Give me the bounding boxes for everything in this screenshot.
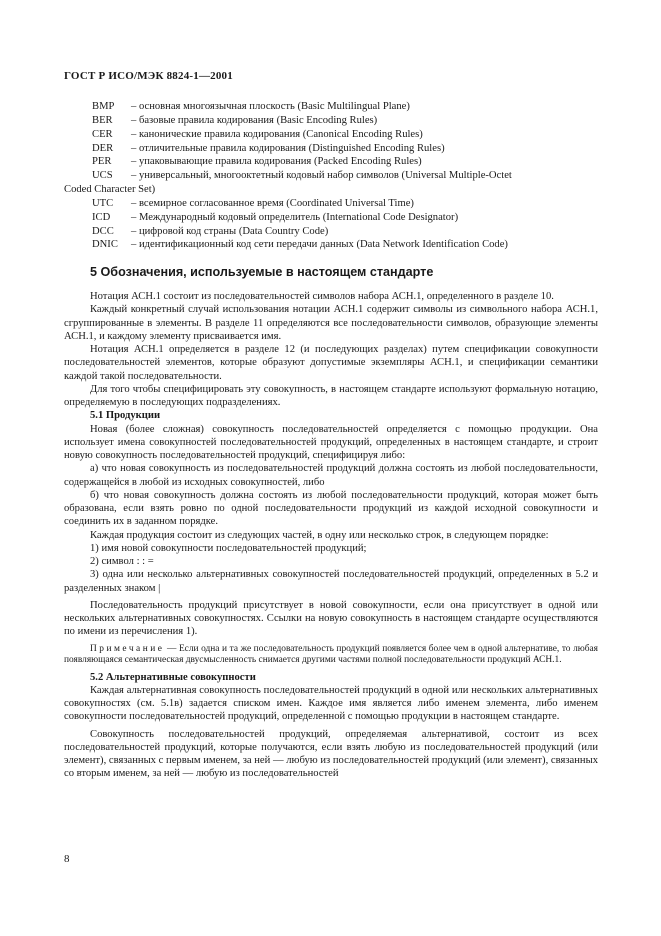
abbreviation-desc: – упаковывающие правила кодирования (Packed Encoding Rules)	[131, 156, 422, 168]
abbreviation-desc: – универсальный, многооктетный кодовый набор символов (Universal Multiple-Octet	[131, 170, 512, 182]
abbreviation-list	[64, 100, 602, 252]
abbreviation-item	[92, 155, 602, 169]
abbreviation-desc: – базовые правила кодирования (Basic Encoding Rules)	[131, 114, 378, 126]
abbreviation-code: BER	[92, 114, 113, 126]
abbreviation-desc: – основная многоязычная плоскость (Basic Multilingual Plane)	[131, 101, 410, 112]
paragraph: Нотация АСН.1 состоит из последовательностей символов набора АСН.1, определенного в разделе 10.	[90, 291, 554, 302]
abbreviation-code: DCC	[92, 225, 114, 237]
subsection-5-2-title: 5.2 Альтернативные совокупности	[90, 671, 256, 683]
list-item: б) что новая совокупность должна состоять из любой последовательности продукций, которая может быть образована, если взять ровно по одной последовательности продукций из каждой исходной совокупности и соединить их в заданном порядке.	[64, 489, 598, 528]
page-header: ГОСТ Р ИСО/МЭК 8824-1—2001	[64, 70, 233, 82]
paragraph: Новая (более сложная) совокупность последовательностей определяется с помощью продукции. Она использует имена совокупностей последовательностей продукций, определенных в настоящем стандарте, и строит новую совокупность последовательностей продукций, специфицируя либо:	[64, 423, 598, 461]
paragraph: Совокупность последовательностей продукций, определяемая альтернативой, состоит из всех последовательностей продукций, которые получаются, если взять любую из последовательностей продукций (или элемент), связанных с первым именем, за ней — любую из последовательностей продукций (или элемент), связанных со вторым именем, за ней — любую из последовательностей	[64, 728, 598, 780]
abbreviation-desc: – Международный кодовый определитель (International Code Designator)	[131, 211, 459, 223]
abbreviation-item	[92, 197, 602, 211]
abbreviation-code: UTC	[92, 197, 114, 209]
paragraph: Каждый конкретный случай использования нотации АСН.1 содержит символы из символьного набора АСН.1, сгруппированные в элементы. В разделе 11 определяются все последовательности символов, образующие элементы АСН.1, и каждому элементу присваивается имя.	[64, 304, 598, 342]
abbreviation-code: CER	[92, 128, 113, 140]
abbreviation-code: ICD	[92, 211, 111, 223]
list-item: а) что новая совокупность из последовательностей продукций должна состоять из любой последовательности, содержащейся в любой из исходных совокупностей, либо	[64, 463, 598, 488]
page-number: 8	[64, 853, 70, 865]
paragraph: Последовательность продукций присутствует в новой совокупности, если она присутствует в одной или нескольких альтернативных совокупностях. Ссылки на новую совокупность в настоящем стандарте осуществляются по имени из перечисления 1).	[64, 599, 598, 638]
abbreviation-desc: – идентификационный код сети передачи данных (Data Network Identification Code)	[131, 239, 508, 251]
paragraph: Каждая продукция состоит из следующих частей, в одну или несколько строк, в следующем порядке:	[90, 529, 549, 541]
abbreviation-item	[92, 128, 602, 142]
abbreviation-code: DNIC	[92, 239, 118, 251]
note-text: — Если одна и та же последовательность продукций появляется более чем в одной альтернативе, то любая появляющаяся семантическая двусмысленность снимается другими частями полной последовательности продукций АСН.1.	[64, 643, 598, 666]
abbreviation-code: PER	[92, 156, 112, 168]
abbreviation-code: DER	[92, 142, 114, 154]
paragraph: Каждая альтернативная совокупность последовательностей продукций в одной или нескольких альтернативных совокупностях (см. 5.1в) задается списком имен. Каждое имя является либо именем элемента, либо именем совокупности последовательностей продукций, определенной с помощью продукции в настоящем стандарте.	[64, 684, 598, 723]
abbreviation-desc: – всемирное согласованное время (Coordinated Universal Time)	[131, 197, 414, 209]
note-label: Примечание	[90, 643, 165, 654]
abbreviation-item	[92, 142, 602, 156]
note	[64, 644, 598, 667]
paragraph: Нотация АСН.1 определяется в разделе 12 (и последующих разделах) путем спецификации совокупности последовательностей элементов, которые образуют допустимые экземпляры АСН.1, и спецификации семантики каждой такой последовательности.	[64, 344, 598, 382]
abbreviation-item	[92, 169, 602, 183]
abbreviation-desc: – канонические правила кодирования (Canonical Encoding Rules)	[131, 128, 423, 140]
list-item: 3) одна или несколько альтернативных совокупностей последовательностей продукций, определенных в 5.2 и разделенных знаком |	[64, 569, 598, 594]
abbreviation-continuation: Coded Character Set)	[64, 184, 156, 196]
abbreviation-item	[92, 238, 602, 252]
list-item: 2) символ : : =	[90, 556, 154, 567]
list-item: 1) имя новой совокупности последовательностей продукций;	[90, 542, 367, 554]
section-5-body	[64, 290, 598, 781]
abbreviation-item	[92, 211, 602, 225]
abbreviation-item	[92, 225, 602, 239]
abbreviation-desc: – отличительные правила кодирования (Distinguished Encoding Rules)	[131, 142, 445, 154]
abbreviation-desc: – цифровой код страны (Data Country Code)	[131, 225, 329, 237]
abbreviation-code: UCS	[92, 170, 113, 182]
subsection-5-1-title: 5.1 Продукции	[90, 410, 161, 422]
paragraph: Для того чтобы специфицировать эту совокупность, в настоящем стандарте используют формальную нотацию, определяемую в последующих подразделениях.	[64, 383, 598, 408]
abbreviation-item	[92, 100, 602, 114]
abbreviation-item	[92, 114, 602, 128]
abbreviation-code: BMP	[92, 101, 115, 112]
section-5-title: 5 Обозначения, используемые в настоящем стандарте	[90, 265, 434, 279]
